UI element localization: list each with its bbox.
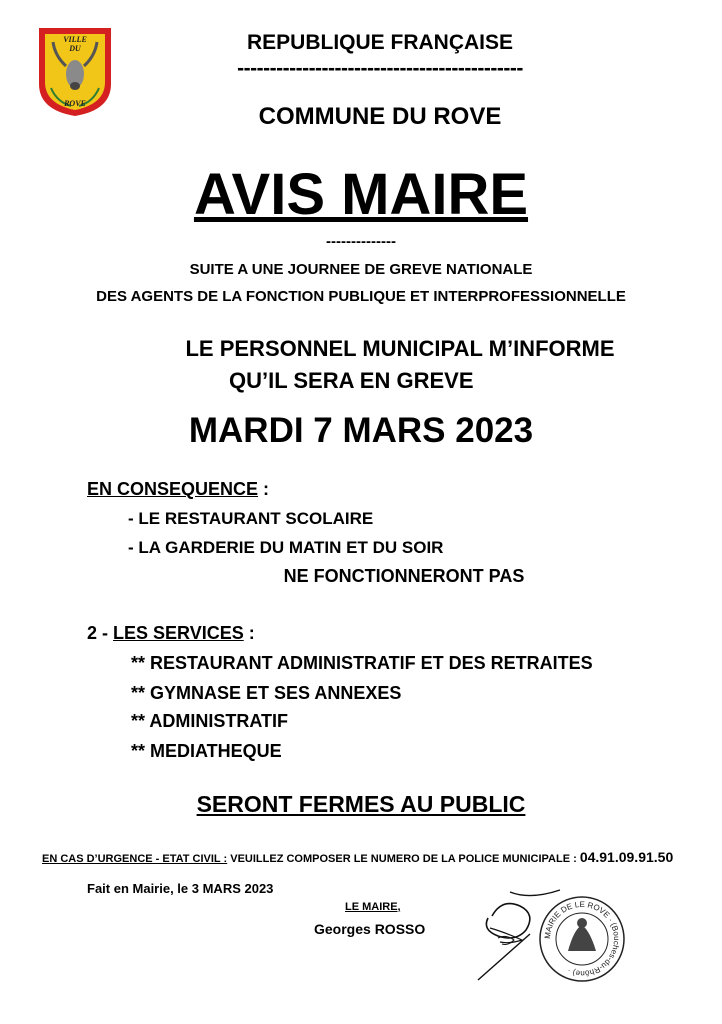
closed-notice	[100, 791, 622, 818]
service-item: ** GYMNASE ET SES ANNEXES	[131, 683, 402, 703]
closed-notice-text: SERONT FERMES AU PUBLIC	[196, 791, 526, 817]
emergency-text: VEUILLEZ COMPOSER LE NUMERO DE LA POLICE MUNICIPALE :	[227, 853, 580, 865]
intro-line-2: DES AGENTS DE LA FONCTION PUBLIQUE ET INTERPROFESSIONNELLE	[96, 288, 626, 305]
consequence-heading	[87, 479, 269, 500]
mayor-name: Georges ROSSO	[314, 921, 426, 937]
intro-line-1: SUITE A UNE JOURNEE DE GREVE NATIONALE	[189, 261, 533, 278]
services-heading-colon: :	[243, 623, 255, 643]
title-separator: --------------	[326, 233, 396, 250]
emergency-line	[42, 849, 673, 865]
header-commune: COMMUNE DU ROVE	[258, 103, 502, 130]
services-prefix: 2 -	[87, 623, 114, 643]
services-heading-text: LES SERVICES	[113, 623, 244, 643]
strike-date: MARDI 7 MARS 2023	[188, 411, 534, 450]
svg-text:ROVE: ROVE	[64, 99, 86, 108]
header-republique: REPUBLIQUE FRANÇAISE	[246, 31, 514, 54]
consequence-item: - LE RESTAURANT SCOLAIRE	[128, 509, 374, 528]
consequence-heading-colon: :	[258, 479, 270, 499]
consequence-heading-text: EN CONSEQUENCE	[87, 479, 259, 499]
commune-crest-logo	[37, 26, 113, 118]
services-heading	[87, 623, 255, 644]
service-item: ** MEDIATHEQUE	[131, 741, 282, 761]
header-separator: --------------------------------------------	[237, 57, 523, 80]
announcement-line-2: QU’IL SERA EN GREVE	[229, 368, 474, 393]
consequence-conclusion: NE FONCTIONNERONT PAS	[283, 566, 525, 586]
announcement-line-1: LE PERSONNEL MUNICIPAL M’INFORME	[185, 336, 615, 361]
svg-text:VILLE: VILLE	[63, 35, 87, 44]
emergency-phone: 04.91.09.91.50	[579, 849, 674, 865]
consequence-item: - LA GARDERIE DU MATIN ET DU SOIR	[128, 538, 444, 557]
mayor-title: LE MAIRE,	[345, 901, 401, 913]
notice-title-text: AVIS MAIRE	[193, 162, 529, 227]
service-item: ** RESTAURANT ADMINISTRATIF ET DES RETRAITES	[131, 653, 593, 673]
service-item: ** ADMINISTRATIF	[131, 711, 288, 731]
emergency-label: EN CAS D’URGENCE - ETAT CIVIL :	[42, 853, 228, 865]
stamp-ring-text: MAIRIE DE LE ROVE · (Bouches-du-Rhône) ·	[542, 899, 622, 979]
notice-title	[100, 160, 622, 230]
signoff-date: Fait en Mairie, le 3 MARS 2023	[87, 881, 274, 896]
town-hall-stamp	[538, 895, 626, 983]
svg-text:DU: DU	[69, 44, 81, 53]
